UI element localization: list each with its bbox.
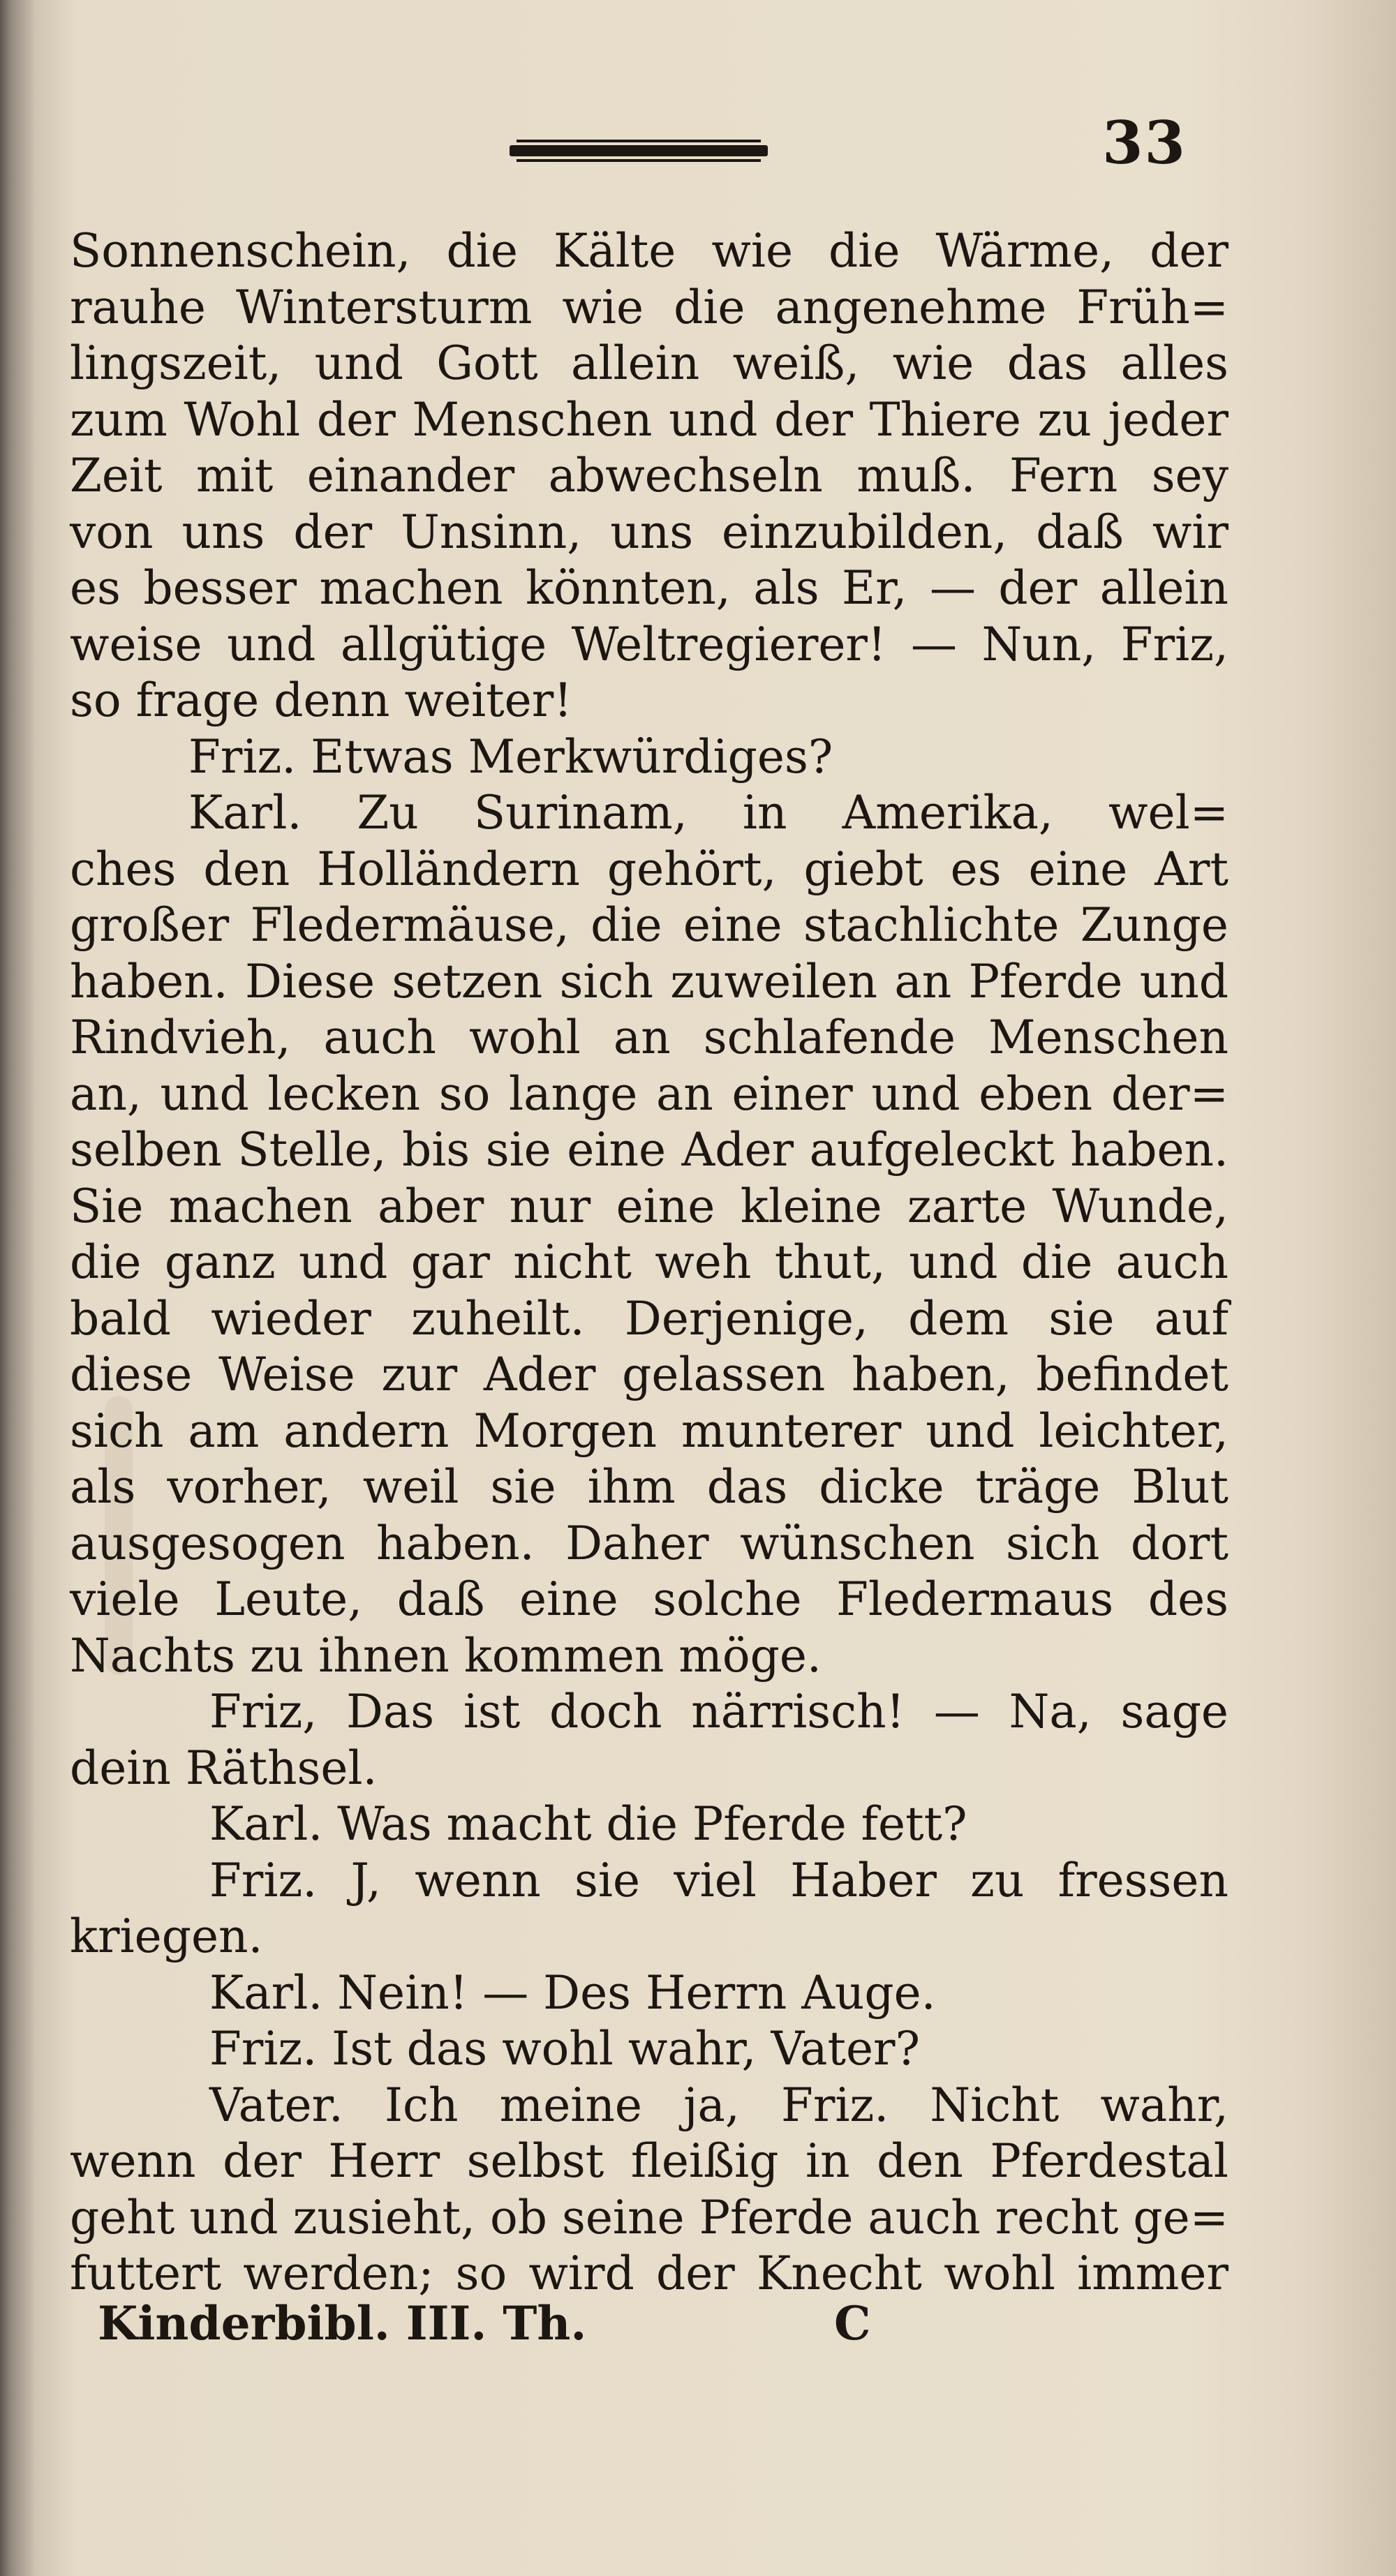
text-line: Rindvieh, auch wohl an schlafende Menschen — [70, 1011, 1228, 1064]
text-line: diese Weise zur Ader gelassen haben, befindet — [70, 1348, 1228, 1401]
text-line: Nachts zu ihnen kommen möge. — [70, 1628, 822, 1683]
text-line: so frage denn weiter! — [70, 673, 572, 727]
text-line: Vater. Ich meine ja, Friz. Nicht wahr, — [209, 2078, 1228, 2132]
text-line: kriegen. — [70, 1909, 263, 1963]
text-line: rauhe Wintersturm wie die angenehme Früh= — [70, 280, 1228, 334]
text-line: Karl. Zu Surinam, in Amerika, wel= — [188, 786, 1228, 840]
text-line: Friz, Das ist doch närrisch! — Na, sage — [209, 1685, 1228, 1739]
text-line: geht und zusieht, ob seine Pferde auch recht ge= — [70, 2190, 1228, 2244]
text-line: weise und allgütige Weltregierer! — Nun, Friz, — [70, 617, 1228, 671]
text-line: es besser machen könnten, als Er, — der allein — [70, 561, 1228, 615]
text-line: lingszeit, und Gott allein weiß, wie das alles — [70, 336, 1228, 390]
text-line: als vorher, weil sie ihm das dicke träge Blut — [70, 1460, 1228, 1514]
text-line: wenn der Herr selbst fleißig in den Pferdestal — [70, 2134, 1228, 2188]
text-line: ausgesogen haben. Daher wünschen sich dort — [70, 1516, 1228, 1570]
sheet-mark: C — [834, 2296, 871, 2351]
text-line: Friz. Etwas Merkwürdiges? — [188, 729, 833, 784]
text-line: selben Stelle, bis sie eine Ader aufgeleckt haben. — [70, 1123, 1228, 1177]
text-line: Friz. Ist das wohl wahr, Vater? — [209, 2022, 920, 2076]
header-rule-bottom-line — [517, 159, 761, 162]
text-line: Sonnenschein, die Kälte wie die Wärme, der — [70, 224, 1228, 278]
signature-mark: Kinderbibl. III. Th. — [98, 2296, 587, 2351]
text-line: Zeit mit einander abwechseln muß. Fern sey — [70, 449, 1228, 502]
header-rule-bar — [510, 145, 768, 156]
text-line: dein Räthsel. — [70, 1741, 378, 1795]
text-line: futtert werden; so wird der Knecht wohl immer — [70, 2247, 1228, 2300]
text-line: an, und lecken so lange an einer und eben der= — [70, 1066, 1228, 1121]
text-line: von uns der Unsinn, uns einzubilden, daß wir — [70, 505, 1228, 559]
text-line: bald wieder zuheilt. Derjenige, dem sie auf — [70, 1291, 1228, 1346]
text-line: ches den Holländern gehört, giebt es eine Art — [70, 842, 1228, 896]
body-text — [70, 223, 1228, 2302]
text-line: zum Wohl der Menschen und der Thiere zu jeder — [70, 392, 1228, 447]
text-line: haben. Diese setzen sich zuweilen an Pferde und — [70, 954, 1228, 1008]
page-footer — [98, 2296, 1242, 2359]
text-line: die ganz und gar nicht weh thut, und die auch — [70, 1235, 1228, 1289]
header-rule-top-line — [517, 140, 761, 142]
text-line: sich am andern Morgen munterer und leichter, — [70, 1404, 1228, 1458]
text-line: Friz. J, wenn sie viel Haber zu fressen — [209, 1853, 1228, 1907]
text-line: großer Fledermäuse, die eine stachlichte Zunge — [70, 898, 1228, 952]
page-number: 33 — [1102, 108, 1187, 177]
text-line: viele Leute, daß eine solche Fledermaus des — [70, 1572, 1228, 1626]
text-line: Sie machen aber nur eine kleine zarte Wunde, — [70, 1179, 1228, 1233]
header-rule — [510, 140, 768, 162]
text-line: Karl. Was macht die Pferde fett? — [209, 1797, 967, 1851]
text-line: Karl. Nein! — Des Herrn Auge. — [209, 1965, 936, 2020]
